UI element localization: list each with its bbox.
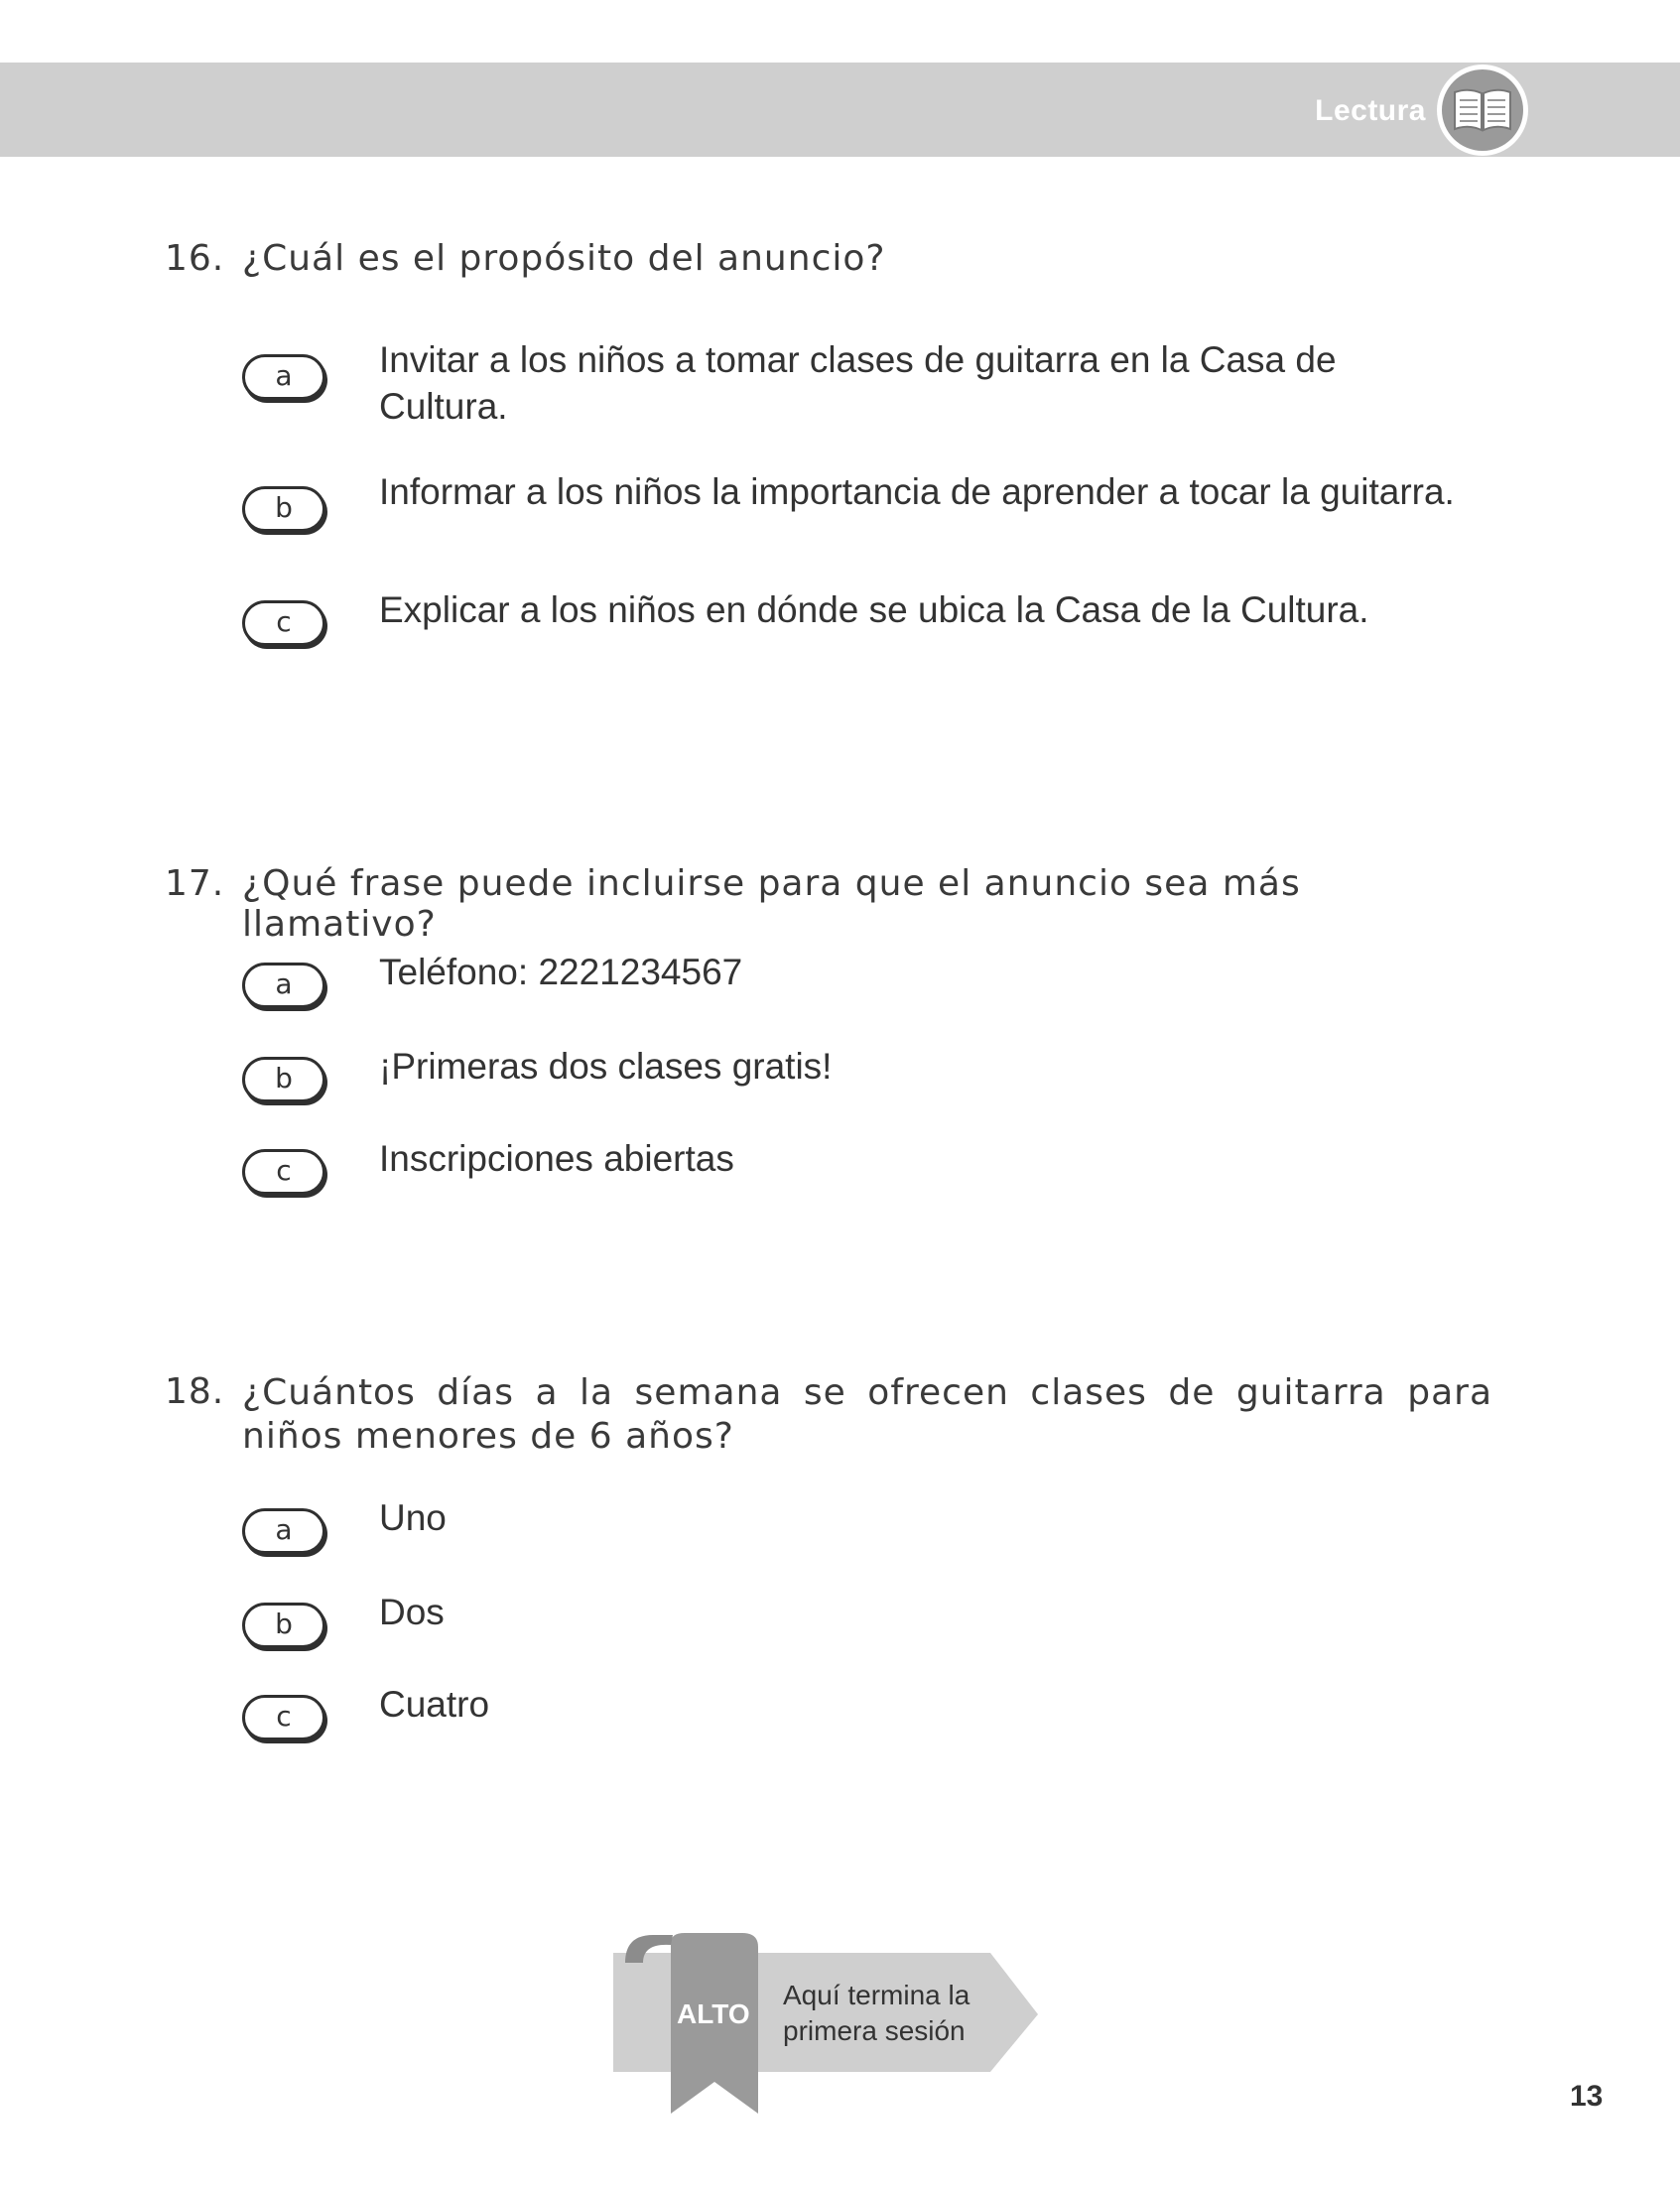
option-letter-badge[interactable]: b <box>242 486 325 532</box>
option-text: Informar a los niños la importancia de aprender a tocar la guitarra. <box>379 471 1455 512</box>
option-text: Explicar a los niños en dónde se ubica la Casa de la Cultura. <box>379 589 1369 630</box>
question-text: ¿Cuántos días a la semana se ofrecen clases de guitarra para niños menores de 6 años? <box>242 1372 1492 1457</box>
option-text: Invitar a los niños a tomar clases de guitarra en la Casa de Cultura. <box>379 339 1337 427</box>
question-text: ¿Qué frase puede incluirse para que el anuncio sea más llamativo? <box>242 863 1301 945</box>
option-text: Teléfono: 2221234567 <box>379 952 743 992</box>
option-text: Inscripciones abiertas <box>379 1138 734 1179</box>
option-letter-badge[interactable]: c <box>242 600 325 646</box>
stop-message-line-1: Aquí termina la <box>783 1980 970 2010</box>
stop-label: ALTO <box>677 1998 750 2029</box>
option-letter-badge[interactable]: b <box>242 1603 325 1648</box>
question-text: ¿Cuál es el propósito del anuncio? <box>242 238 886 279</box>
option-text: Uno <box>379 1497 447 1538</box>
option-text: Cuatro <box>379 1684 490 1725</box>
question-number: 18. <box>165 1371 225 1412</box>
option-letter-badge[interactable]: c <box>242 1149 325 1195</box>
option-text: ¡Primeras dos clases gratis! <box>379 1046 833 1087</box>
option-letter-badge[interactable]: a <box>242 354 325 400</box>
option-letter-badge[interactable]: c <box>242 1695 325 1740</box>
question-number: 17. <box>165 863 225 904</box>
stop-message-line-2: primera sesión <box>783 2015 966 2046</box>
page-number: 13 <box>1570 2080 1604 2113</box>
question-number: 16. <box>165 238 225 279</box>
option-letter-badge[interactable]: b <box>242 1057 325 1102</box>
open-book-icon <box>1435 63 1530 158</box>
option-letter-badge[interactable]: a <box>242 1508 325 1554</box>
section-title: Lectura <box>1315 94 1426 127</box>
option-text: Dos <box>379 1592 445 1632</box>
section-header-band <box>0 63 1680 157</box>
stop-message <box>783 1978 969 2049</box>
option-letter-badge[interactable]: a <box>242 963 325 1008</box>
